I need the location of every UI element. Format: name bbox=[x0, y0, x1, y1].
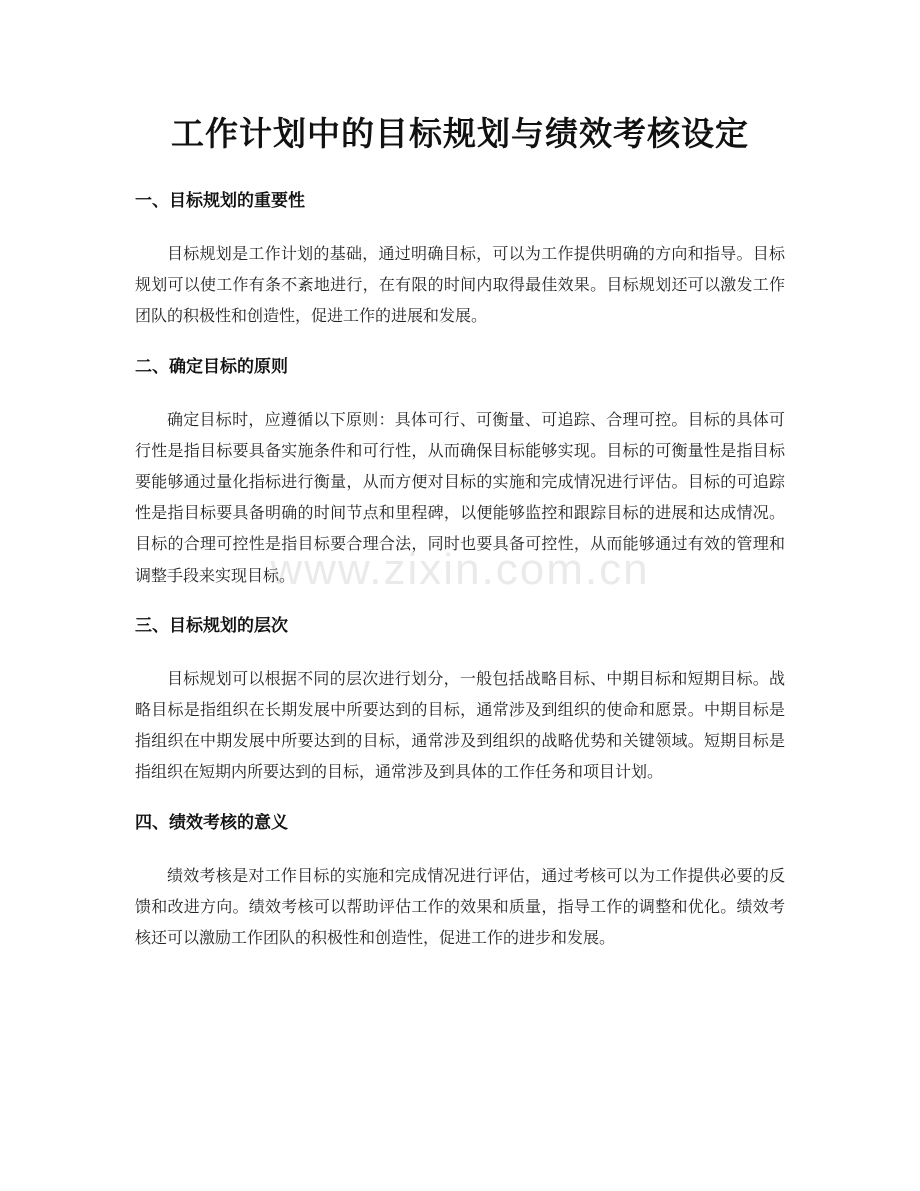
document-body bbox=[135, 186, 785, 953]
section-paragraph: 确定目标时，应遵循以下原则：具体可行、可衡量、可追踪、合理可控。目标的具体可行性是指目标要具备实施条件和可行性，从而确保目标能够实现。目标的可衡量性是指目标要能够通过量化指标进行衡量，从而方便对目标的实施和完成情况进行评估。目标的可追踪性是指目标要具备明确的时间节点和里程碑，以便能够监控和跟踪目标的进展和达成情况。目标的合理可控性是指目标要合理合法，同时也要具备可控性，从而能够通过有效的管理和调整手段来实现目标。 bbox=[135, 409, 785, 585]
section-paragraph: 目标规划可以根据不同的层次进行划分，一般包括战略目标、中期目标和短期目标。战略目标是指组织在长期发展中所要达到的目标，通常涉及到组织的使命和愿景。中期目标是指组织在中期发展中所要达到的目标，通常涉及到组织的战略优势和关键领域。短期目标是指组织在短期内所要达到的目标，通常涉及到具体的工作任务和项目计划。 bbox=[135, 668, 785, 782]
section-heading: 三、目标规划的层次 bbox=[135, 615, 288, 636]
watermark-text: www.zixin.com.cn bbox=[270, 545, 650, 594]
section-heading: 二、确定目标的原则 bbox=[135, 356, 288, 377]
section-2 bbox=[135, 352, 785, 591]
section-1 bbox=[135, 186, 785, 332]
document-title: 工作计划中的目标规划与绩效考核设定 bbox=[171, 114, 749, 153]
section-heading: 四、绩效考核的意义 bbox=[135, 812, 288, 833]
section-3 bbox=[135, 611, 785, 788]
section-4 bbox=[135, 808, 785, 954]
section-paragraph: 目标规划是工作计划的基础，通过明确目标，可以为工作提供明确的方向和指导。目标规划可以使工作有条不紊地进行，在有限的时间内取得最佳效果。目标规划还可以激发工作团队的积极性和创造性，促进工作的进展和发展。 bbox=[135, 244, 785, 326]
section-paragraph: 绩效考核是对工作目标的实施和完成情况进行评估，通过考核可以为工作提供必要的反馈和改进方向。绩效考核可以帮助评估工作的效果和质量，指导工作的调整和优化。绩效考核还可以激励工作团队的积极性和创造性，促进工作的进步和发展。 bbox=[135, 865, 785, 948]
section-heading: 一、目标规划的重要性 bbox=[135, 191, 305, 211]
